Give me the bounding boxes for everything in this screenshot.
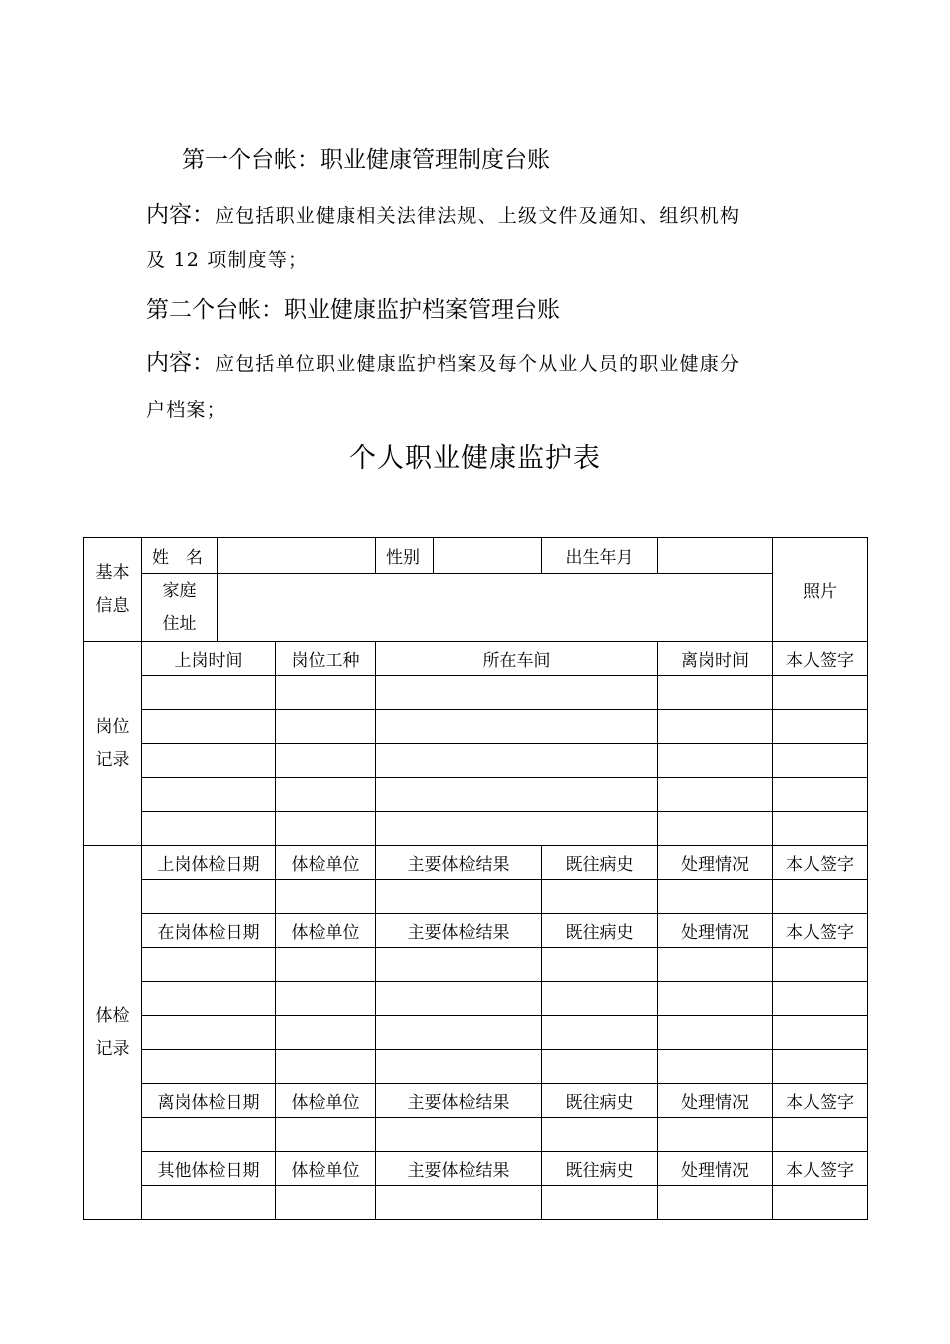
exam-cell[interactable] <box>773 982 868 1016</box>
post-cell[interactable] <box>142 812 276 846</box>
exam-cell[interactable] <box>376 1016 542 1050</box>
post-cell[interactable] <box>773 778 868 812</box>
post-header-start: 上岗时间 <box>142 642 276 676</box>
post-cell[interactable] <box>658 744 773 778</box>
health-monitoring-form <box>83 537 868 1220</box>
gender-label: 性别 <box>376 538 434 574</box>
exam-header-unit: 体检单位 <box>276 1152 376 1186</box>
post-cell[interactable] <box>276 676 376 710</box>
exam-header-result: 主要体检结果 <box>376 1152 542 1186</box>
post-section-label: 岗位 记录 <box>84 642 142 846</box>
ledger2-content-line1: 应包括单位职业健康监护档案及每个从业人员的职业健康分 <box>215 353 741 375</box>
exam-cell[interactable] <box>276 1186 376 1220</box>
ledger1-content-line2: 及 12 项制度等； <box>146 249 309 271</box>
birth-field[interactable] <box>658 538 773 574</box>
post-cell[interactable] <box>276 744 376 778</box>
ledger2-content <box>146 344 740 377</box>
post-header-sign: 本人签字 <box>773 642 868 676</box>
exam-header-history: 既往病史 <box>542 1084 658 1118</box>
exam-header-handling: 处理情况 <box>658 914 773 948</box>
post-header-row <box>84 642 868 676</box>
address-label: 家庭 住址 <box>142 574 218 642</box>
post-row <box>84 812 868 846</box>
post-cell[interactable] <box>376 710 658 744</box>
pre-exam-header-row <box>84 846 868 880</box>
post-header-workshop: 所在车间 <box>376 642 658 676</box>
exam-cell[interactable] <box>276 982 376 1016</box>
post-row <box>84 744 868 778</box>
post-cell[interactable] <box>658 710 773 744</box>
form-title: 个人职业健康监护表 <box>349 443 601 474</box>
exam-cell[interactable] <box>276 1118 376 1152</box>
ledger2-content-label: 内容： <box>146 350 215 376</box>
on-exam-header-row <box>84 914 868 948</box>
exam-cell[interactable] <box>142 880 276 914</box>
exam-cell[interactable] <box>542 948 658 982</box>
post-cell[interactable] <box>376 676 658 710</box>
ledger1-content-label: 内容： <box>146 202 215 228</box>
ledger2-content-line2: 户档案； <box>146 399 227 421</box>
exam-cell[interactable] <box>542 982 658 1016</box>
exam-cell[interactable] <box>376 1118 542 1152</box>
post-cell[interactable] <box>142 676 276 710</box>
exam-header-date: 其他体检日期 <box>142 1152 276 1186</box>
exam-row <box>84 948 868 982</box>
ledger1-title: 第一个台帐：职业健康管理制度台账 <box>182 147 550 173</box>
post-cell[interactable] <box>376 778 658 812</box>
post-cell[interactable] <box>773 676 868 710</box>
exam-header-handling: 处理情况 <box>658 1152 773 1186</box>
exam-cell[interactable] <box>142 1016 276 1050</box>
exam-header-unit: 体检单位 <box>276 914 376 948</box>
exam-cell[interactable] <box>142 1118 276 1152</box>
post-cell[interactable] <box>773 744 868 778</box>
post-row <box>84 676 868 710</box>
exam-header-sign: 本人签字 <box>773 914 868 948</box>
exam-section-label: 体检 记录 <box>84 846 142 1220</box>
exam-row <box>84 1186 868 1220</box>
exam-row <box>84 982 868 1016</box>
other-exam-header-row <box>84 1152 868 1186</box>
exam-header-handling: 处理情况 <box>658 1084 773 1118</box>
exam-cell[interactable] <box>542 1016 658 1050</box>
exam-cell[interactable] <box>142 982 276 1016</box>
exam-header-sign: 本人签字 <box>773 1084 868 1118</box>
exam-header-result: 主要体检结果 <box>376 914 542 948</box>
exam-cell[interactable] <box>773 1118 868 1152</box>
exam-cell[interactable] <box>142 1186 276 1220</box>
exam-cell[interactable] <box>773 1050 868 1084</box>
post-cell[interactable] <box>658 778 773 812</box>
exam-header-result: 主要体检结果 <box>376 846 542 880</box>
exam-row <box>84 1118 868 1152</box>
exam-cell[interactable] <box>542 1186 658 1220</box>
basic-row-2 <box>84 574 868 642</box>
exam-header-date: 上岗体检日期 <box>142 846 276 880</box>
post-cell[interactable] <box>773 710 868 744</box>
exam-cell[interactable] <box>542 1050 658 1084</box>
exam-header-history: 既往病史 <box>542 846 658 880</box>
ledger1-content <box>146 196 740 229</box>
exam-header-date: 在岗体检日期 <box>142 914 276 948</box>
exam-row <box>84 1016 868 1050</box>
exam-header-sign: 本人签字 <box>773 846 868 880</box>
exam-cell[interactable] <box>276 1050 376 1084</box>
post-cell[interactable] <box>773 812 868 846</box>
exam-cell[interactable] <box>658 1050 773 1084</box>
name-label: 姓 名 <box>142 538 218 574</box>
exam-cell[interactable] <box>376 1050 542 1084</box>
exam-cell[interactable] <box>658 982 773 1016</box>
birth-label: 出生年月 <box>542 538 658 574</box>
name-field[interactable] <box>218 538 376 574</box>
address-field[interactable] <box>218 574 773 642</box>
exam-row <box>84 1050 868 1084</box>
basic-row-1 <box>84 538 868 574</box>
exam-cell[interactable] <box>276 948 376 982</box>
post-cell[interactable] <box>142 744 276 778</box>
exam-cell[interactable] <box>276 1016 376 1050</box>
post-cell[interactable] <box>142 778 276 812</box>
post-cell[interactable] <box>658 676 773 710</box>
exam-cell[interactable] <box>658 880 773 914</box>
ledger2-title: 第二个台帐：职业健康监护档案管理台账 <box>146 297 560 323</box>
exam-cell[interactable] <box>773 880 868 914</box>
post-cell[interactable] <box>276 778 376 812</box>
exam-cell[interactable] <box>142 948 276 982</box>
ledger1-content-line1: 应包括职业健康相关法律法规、上级文件及通知、组织机构 <box>215 205 741 227</box>
exam-cell[interactable] <box>142 1050 276 1084</box>
exam-cell[interactable] <box>658 948 773 982</box>
post-header-leave: 离岗时间 <box>658 642 773 676</box>
post-cell[interactable] <box>276 812 376 846</box>
exam-header-handling: 处理情况 <box>658 846 773 880</box>
post-header-type: 岗位工种 <box>276 642 376 676</box>
exam-cell[interactable] <box>542 880 658 914</box>
exam-header-result: 主要体检结果 <box>376 1084 542 1118</box>
exam-cell[interactable] <box>376 982 542 1016</box>
post-cell[interactable] <box>376 812 658 846</box>
post-cell[interactable] <box>376 744 658 778</box>
exam-header-unit: 体检单位 <box>276 1084 376 1118</box>
gender-field[interactable] <box>434 538 542 574</box>
exam-cell[interactable] <box>658 1118 773 1152</box>
post-row <box>84 778 868 812</box>
exam-cell[interactable] <box>376 1186 542 1220</box>
leave-exam-header-row <box>84 1084 868 1118</box>
post-cell[interactable] <box>276 710 376 744</box>
exam-cell[interactable] <box>658 1016 773 1050</box>
exam-header-history: 既往病史 <box>542 1152 658 1186</box>
exam-cell[interactable] <box>773 948 868 982</box>
exam-cell[interactable] <box>376 948 542 982</box>
exam-cell[interactable] <box>542 1118 658 1152</box>
post-cell[interactable] <box>658 812 773 846</box>
exam-header-unit: 体检单位 <box>276 846 376 880</box>
exam-cell[interactable] <box>276 880 376 914</box>
exam-header-date: 离岗体检日期 <box>142 1084 276 1118</box>
exam-cell[interactable] <box>773 1016 868 1050</box>
exam-row <box>84 880 868 914</box>
exam-cell[interactable] <box>773 1186 868 1220</box>
photo-box[interactable]: 照片 <box>773 538 868 642</box>
basic-section-label: 基本 信息 <box>84 538 142 642</box>
exam-header-sign: 本人签字 <box>773 1152 868 1186</box>
exam-cell[interactable] <box>658 1186 773 1220</box>
exam-cell[interactable] <box>376 880 542 914</box>
exam-header-history: 既往病史 <box>542 914 658 948</box>
post-row <box>84 710 868 744</box>
post-cell[interactable] <box>142 710 276 744</box>
